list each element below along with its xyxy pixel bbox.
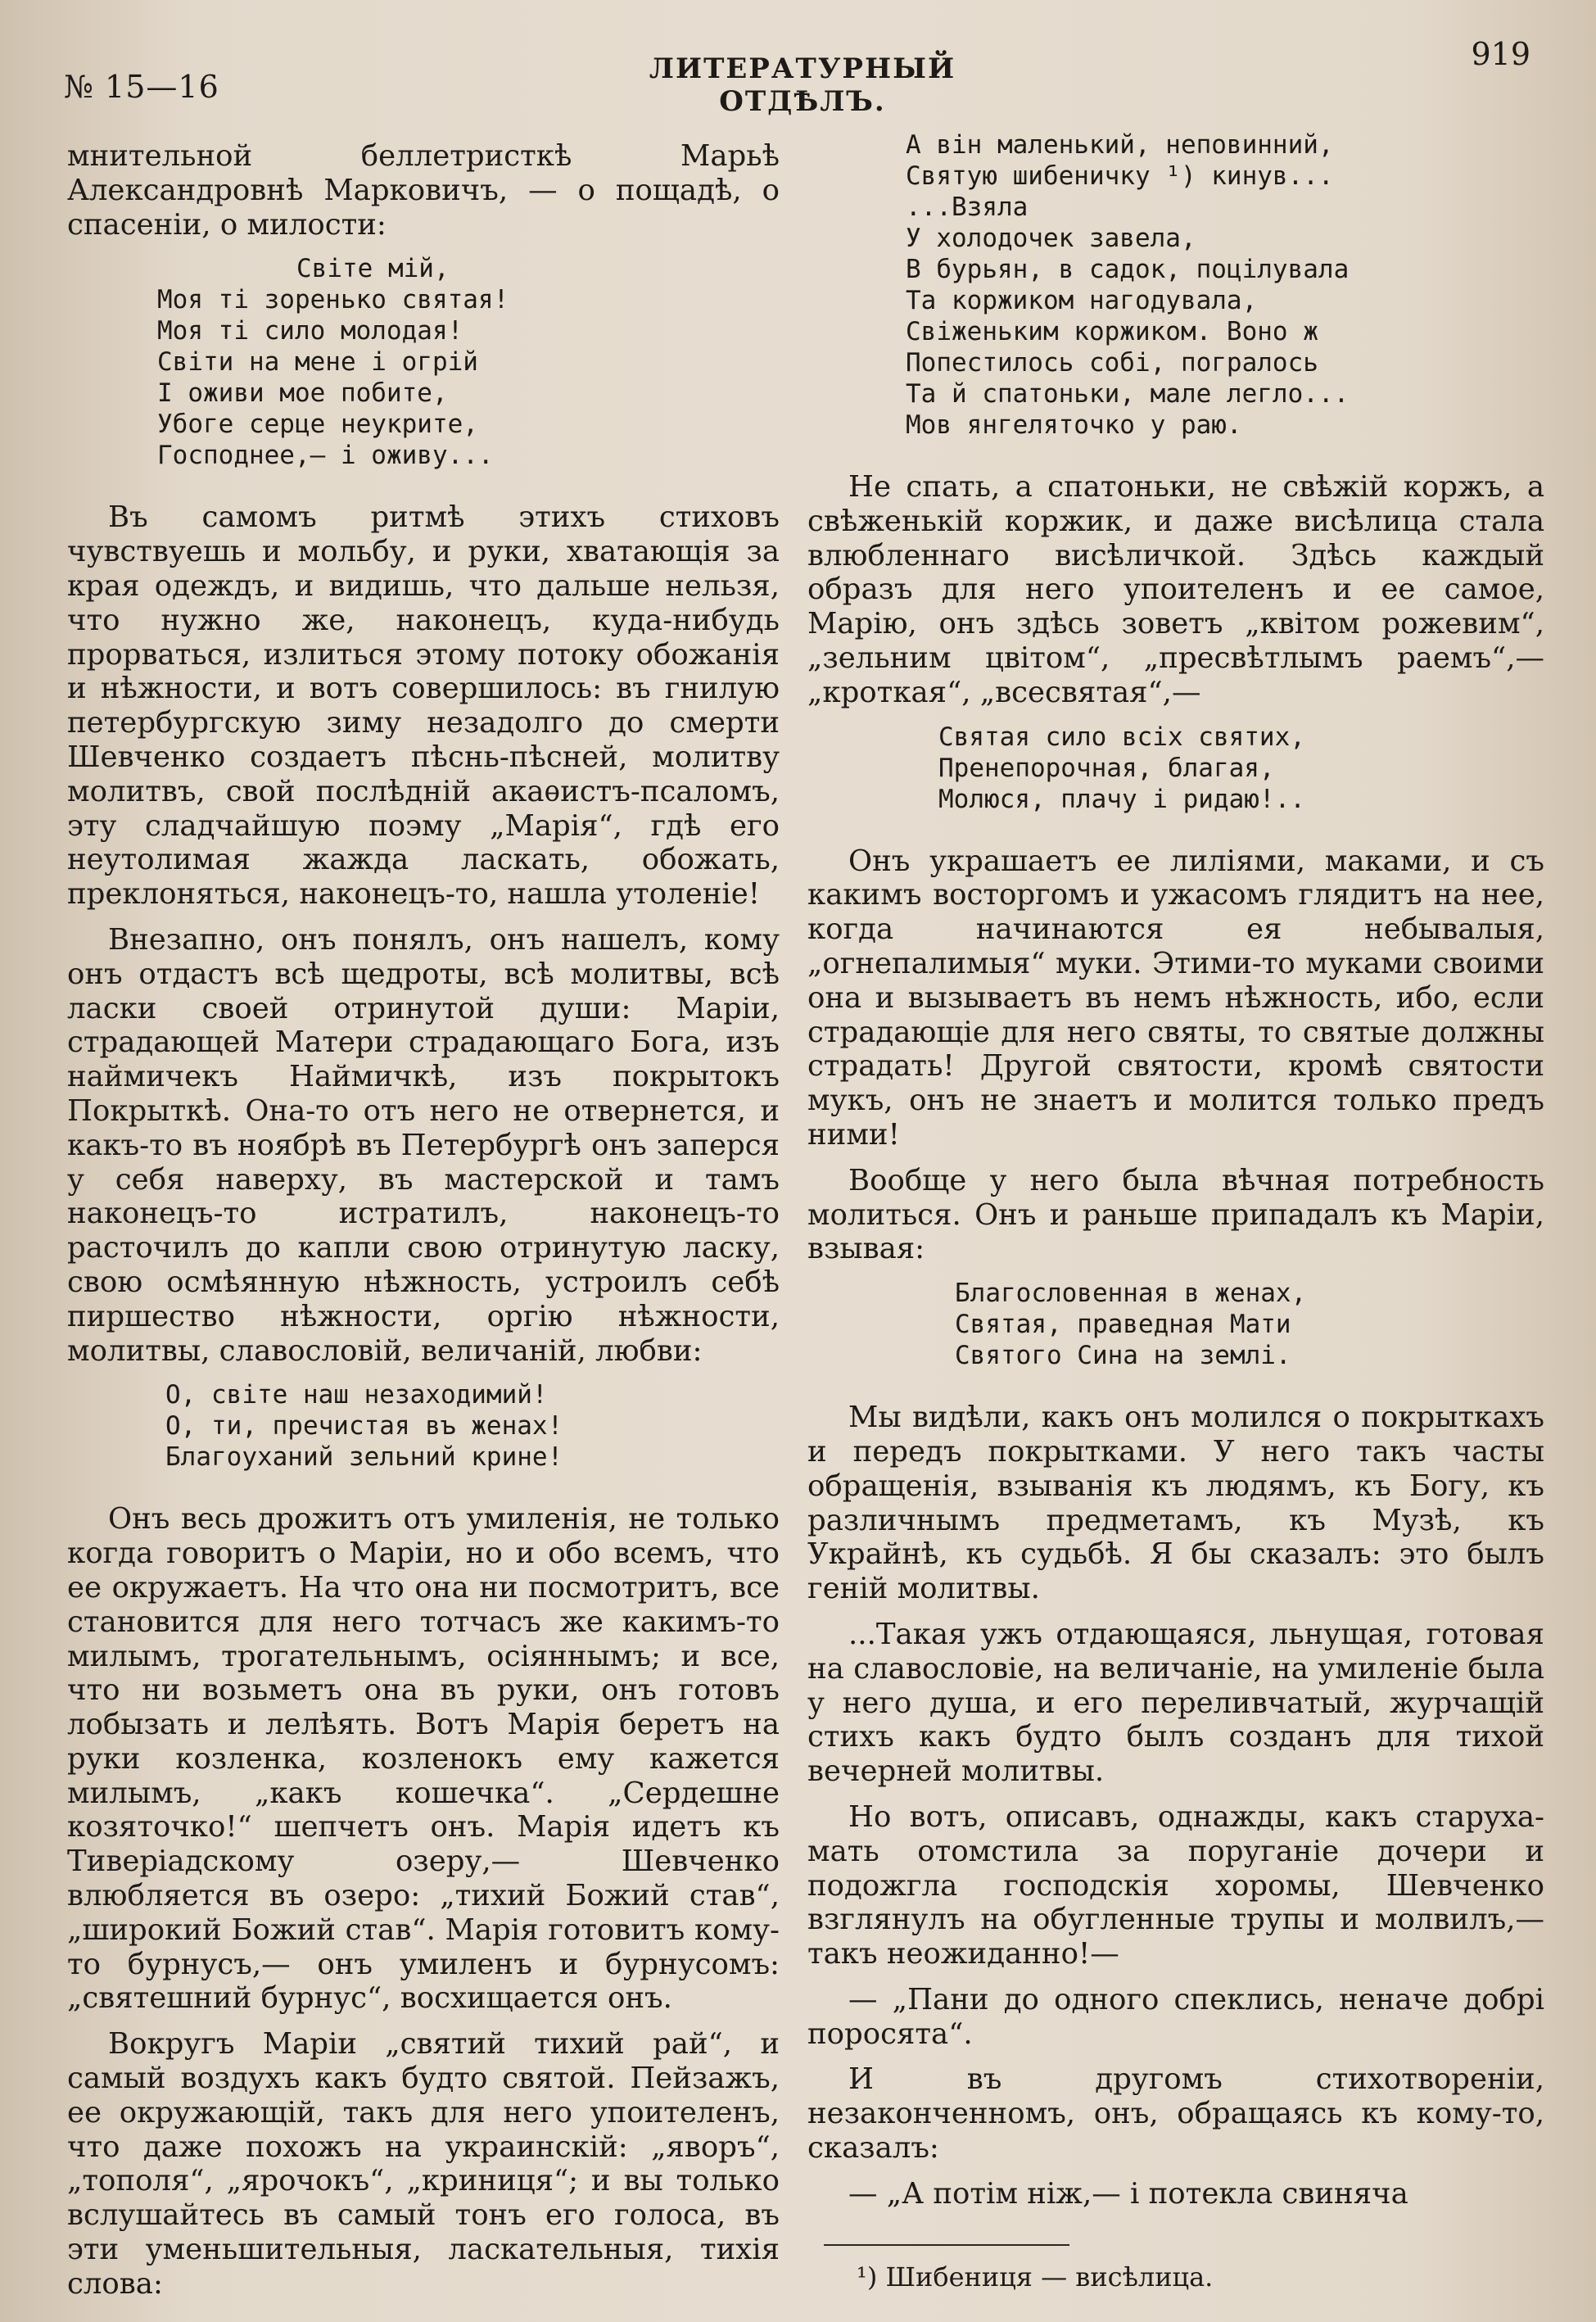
paragraph: ...Такая ужъ отдающаяся, льнущая, готовая на славословіе, на величаніе, на умиленіе была у него душа, и его переливчатый, журчащій стихъ какъ будто былъ созданъ для тихой вечерней молитвы. bbox=[807, 1617, 1544, 1789]
verse-block bbox=[67, 1379, 780, 1473]
paragraph: — „Пани до одного спеклись, неначе добрі поросята“. bbox=[807, 1982, 1544, 2051]
verse-line: Світи на мене і огрій bbox=[157, 347, 478, 378]
paragraph: Мы видѣли, какъ онъ молился о покрыткахъ и передъ покрытками. У него такъ часты обращенія, взыванія къ людямъ, къ Богу, къ различнымъ предметамъ, къ Музѣ, къ Украйнѣ, къ судьбѣ. Я бы сказалъ: это былъ геній молитвы. bbox=[807, 1401, 1544, 1606]
verse-line: А він маленький, неповинний, bbox=[906, 130, 1334, 160]
right-column bbox=[807, 123, 1544, 2294]
verse-line: У холодочек завела, bbox=[906, 224, 1196, 253]
paragraph: Вокругъ Маріи „святий тихий рай“, и самый воздухъ какъ будто святой. Пейзажъ, ее окружающій, такъ для него упоителенъ, что даже похожъ на украинскій: „яворъ“, „тополя“, „ярочокъ“, „криниця“; и вы только вслушайтесь въ самый тонъ его голоса, въ эти уменьшительныя, ласкательныя, тихія слова: bbox=[67, 2027, 780, 2301]
verse-block bbox=[807, 129, 1544, 441]
verse-line: О, світе наш незаходимий! bbox=[165, 1380, 548, 1410]
verse-line: І оживи мое побите, bbox=[157, 378, 448, 409]
left-column bbox=[67, 139, 780, 2313]
verse-line: Святого Сина на землі. bbox=[955, 1341, 1291, 1371]
paragraph: И въ другомъ стихотвореніи, незаконченномъ, онъ, обращаясь къ кому-то, сказалъ: bbox=[807, 2062, 1544, 2166]
issue-number: № 15—16 bbox=[64, 69, 219, 105]
section-title: ЛИТЕРАТУРНЫЙ ОТДѢЛЪ. bbox=[649, 52, 956, 118]
verse-line: Благоуханий зельний крине! bbox=[165, 1442, 563, 1473]
paragraph: — „А потім ніж,— і потекла свиняча bbox=[848, 2176, 1408, 2211]
paragraph: Не спать, а спатоньки, не свѣжій коржъ, а свѣженькій коржик, и даже висѣлица стала влюбленнаго висѣличкой. Здѣсь каждый образъ для него упоителенъ и ее самое, Марію, онъ здѣсь зоветъ „квітом рожевим“, „зельним цвітом“, „пресвѣтлымъ раемъ“,—„кроткая“, „всесвятая“,— bbox=[807, 470, 1544, 709]
verse-line: Моя ті сило молодая! bbox=[157, 316, 463, 346]
verse-line: Свіженьким коржиком. Воно ж bbox=[906, 317, 1318, 346]
verse-line: Святая, праведная Мати bbox=[955, 1310, 1291, 1340]
verse-line: Благословенная в женах, bbox=[955, 1279, 1307, 1309]
verse-line: Господнее,— і оживу... bbox=[157, 441, 494, 471]
verse-line: Мов янгеляточко у раю. bbox=[906, 410, 1242, 440]
paragraph: Онъ весь дрожитъ отъ умиленія, не только когда говоритъ о Маріи, но и обо всемъ, что ее окружаетъ. На что она ни посмотритъ, все становится для него тотчасъ же какимъ-то милымъ, трогательнымъ, осіяннымъ; и все, что ни возьметъ она въ руки, онъ готовъ лобызать и лелѣять. Вотъ Марія беретъ на руки козленка, козленокъ ему кажется милымъ, „какъ кошечка“. „Сердешне козяточко!“ шепчетъ онъ. Марія идетъ къ Тиверіадскому озеру,— Шевченко влюбляется въ озеро: „тихий Божий став“, „широкий Божий став“. Марія готовитъ кому-то бурнусъ,— онъ умиленъ и бурнусомъ: „святешний бурнус“, восхищается онъ. bbox=[67, 1502, 780, 2016]
paragraph: Въ самомъ ритмѣ этихъ стиховъ чувствуешь и мольбу, и руки, хватающія за края одеждъ, и видишь, что дальше нельзя, что нужно же, наконецъ, куда-нибудь прорваться, излиться этому потоку обожанія и нѣжности, и вотъ совершилось: въ гнилую петербургскую зиму незадолго до смерти Шевченко создаетъ пѣснь-пѣсней, молитву молитвъ, свой послѣдній акаѳистъ-псаломъ, эту сладчайшую поэму „Марія“, гдѣ его неутолимая жажда ласкать, обожать, преклоняться, наконецъ-то, нашла утоленіе! bbox=[67, 500, 780, 912]
verse-line: ...Взяла bbox=[906, 192, 1029, 222]
verse-line: Святую шибеничку ¹) кинув... bbox=[906, 161, 1334, 191]
footnote: ¹) Шибениця — висѣлица. bbox=[857, 2261, 1214, 2293]
paragraph: мнительной беллетристкѣ Марьѣ Александровнѣ Марковичъ, — о пощадѣ, о спасеніи, о милости: bbox=[67, 139, 780, 242]
verse-block bbox=[807, 722, 1544, 815]
verse-line: Попестилось собі, погралось bbox=[906, 348, 1318, 378]
page-number: 919 bbox=[1471, 36, 1530, 72]
verse-line: В бурьян, в садок, поцілувала bbox=[906, 255, 1350, 284]
verse-line: Та й спатоньки, мале легло... bbox=[906, 379, 1350, 409]
paragraph: Внезапно, онъ понялъ, онъ нашелъ, кому онъ отдастъ всѣ щедроты, всѣ молитвы, всѣ ласки своей отринутой души: Маріи, страдающей Матери страдающаго Бога, изъ наймичекъ Наймичкѣ, изъ покрытокъ Покрыткѣ. Она-то отъ него не отвернется, и какъ-то въ ноябрѣ въ Петербургѣ онъ заперся у себя наверху, въ мастерской и тамъ наконецъ-то истратилъ, наконецъ-то расточилъ до капли свою отринутую ласку, свою осмѣянную нѣжность, устроилъ себѣ пиршество нѣжности, оргію нѣжности, молитвы, славословій, величаній, любви: bbox=[67, 922, 780, 1368]
verse-line: Убоге серце неукрите, bbox=[157, 410, 478, 440]
paragraph: Онъ украшаетъ ее лиліями, маками, и съ какимъ восторгомъ и ужасомъ глядитъ на нее, когда начинаются ея небывалыя, „огнепалимыя“ муки. Этими-то муками своими она и вызываетъ въ немъ нѣжность, ибо, если страдающіе для него святы, то святые должны страдать! Другой святости, кромѣ святости мукъ, онъ не знаетъ и молится только предъ ними! bbox=[807, 844, 1544, 1152]
verse-line: Молюся, плачу і ридаю!.. bbox=[938, 784, 1305, 814]
verse-line: Святая сило всіх святих, bbox=[938, 722, 1305, 752]
paragraph: Но вотъ, описавъ, однажды, какъ старуха-мать отомстила за поруганіе дочери и подожгла господскія хоромы, Шевченко взглянулъ на обугленные трупы и молвилъ,— такъ неожиданно!— bbox=[807, 1799, 1544, 1971]
verse-line: Моя ті зоренько святая! bbox=[157, 285, 509, 315]
verse-block bbox=[67, 253, 780, 471]
verse-block bbox=[807, 1278, 1544, 1371]
verse-line: О, ти, пречистая въ женах! bbox=[165, 1411, 563, 1442]
footnote-divider bbox=[824, 2244, 1069, 2246]
paragraph: Вообще у него была вѣчная потребность молиться. Онъ и раньше припадалъ къ Маріи, взывая: bbox=[807, 1163, 1544, 1266]
verse-line: Та коржиком нагодувала, bbox=[906, 286, 1258, 315]
verse-line: Світе мій, bbox=[296, 254, 450, 284]
verse-line: Пренепорочная, благая, bbox=[938, 753, 1275, 783]
